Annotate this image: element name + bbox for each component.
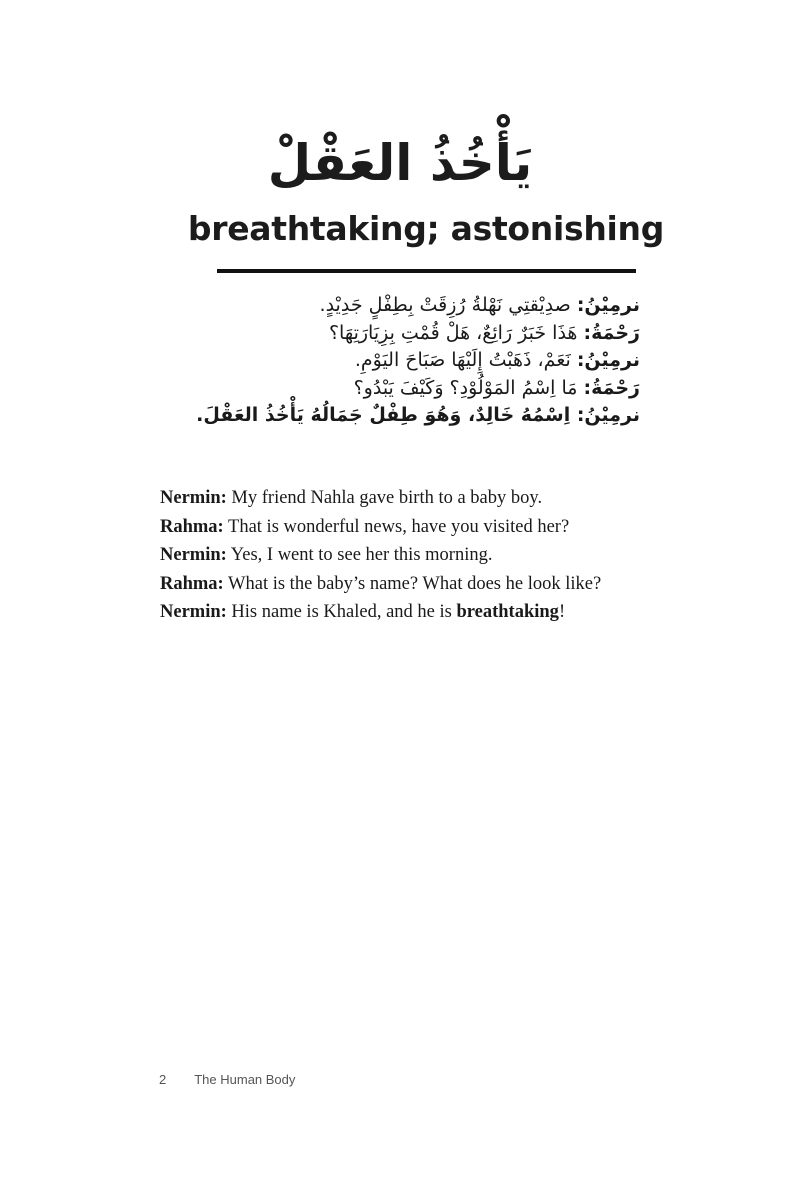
english-dialogue-line: [160, 541, 700, 570]
arabic-dialogue-text: اِسْمُهُ خَالِدٌ، وَهُوَ طِفْلٌ جَمَالُهُ: [303, 404, 577, 426]
arabic-dialogue-punctuation: .: [196, 404, 204, 426]
english-meaning-title: breathtaking; astonishing: [187, 209, 665, 248]
page-number: 2: [159, 1072, 167, 1087]
arabic-dialogue-line: [160, 375, 640, 403]
english-speaker-label: Nermin:: [160, 545, 227, 565]
english-dialogue-line: [160, 598, 700, 627]
english-dialogue-line: [160, 513, 700, 542]
english-speaker-label: Nermin:: [160, 602, 227, 622]
title-divider: [217, 269, 636, 273]
english-dialogue-text: My friend Nahla gave birth to a baby boy.: [226, 488, 543, 508]
arabic-dialogue-line: [160, 320, 640, 348]
arabic-dialogue-line: [160, 402, 640, 430]
arabic-phrase-title: يَأْخُذُ العَقْلْ: [267, 134, 533, 192]
arabic-speaker-label: نرمِيْنُ:: [576, 294, 640, 316]
arabic-speaker-label: نرمِيْنُ:: [576, 349, 640, 371]
arabic-speaker-label: رَحْمَةُ:: [583, 376, 640, 399]
english-dialogue-text: That is wonderful news, have you visited her?: [223, 516, 570, 537]
english-speaker-label: Rahma:: [160, 573, 224, 594]
english-dialogue-text: His name is Khaled, and he is: [226, 602, 457, 622]
section-title: The Human Body: [194, 1072, 296, 1087]
arabic-dialogue-line: [160, 292, 640, 320]
english-dialogue-punctuation: !: [558, 602, 566, 622]
arabic-dialogue-line: [160, 347, 640, 375]
arabic-dialogue-text: مَا اِسْمُ المَوْلُوْدِ؟ وَكَيْفَ يَبْدُو؟: [353, 376, 584, 399]
arabic-dialogue-text: نَعَمْ، ذَهَبْتُ إِلَيْهَا صَبَاحَ اليَوْمِ.: [354, 349, 577, 371]
arabic-speaker-label: نرمِيْنُ:: [576, 404, 640, 426]
arabic-dialogue: [160, 292, 640, 430]
english-dialogue-text: Yes, I went to see her this morning.: [226, 545, 493, 565]
english-dialogue-text: What is the baby’s name? What does he look like?: [223, 573, 602, 594]
arabic-dialogue-text: هَذَا خَبَرٌ رَائِعٌ، هَلْ قُمْتِ بِزِيَارَتِهَا؟: [328, 321, 584, 344]
page-footer: [159, 1072, 295, 1087]
english-dialogue: [160, 484, 700, 627]
arabic-dialogue-text: صدِيْقتِي نَهْلةُ رُزِقَتْ بِطِفْلٍ جَدِيْدٍ.: [319, 294, 577, 316]
english-dialogue-line: [160, 570, 700, 599]
arabic-phrase-emphasis: يَأْخُذُ العَقْلَ: [203, 404, 304, 426]
english-phrase-emphasis: breathtaking: [456, 602, 559, 622]
english-speaker-label: Rahma:: [160, 516, 224, 537]
english-speaker-label: Nermin:: [160, 488, 227, 508]
arabic-speaker-label: رَحْمَةُ:: [583, 321, 640, 344]
english-dialogue-line: [160, 484, 700, 513]
